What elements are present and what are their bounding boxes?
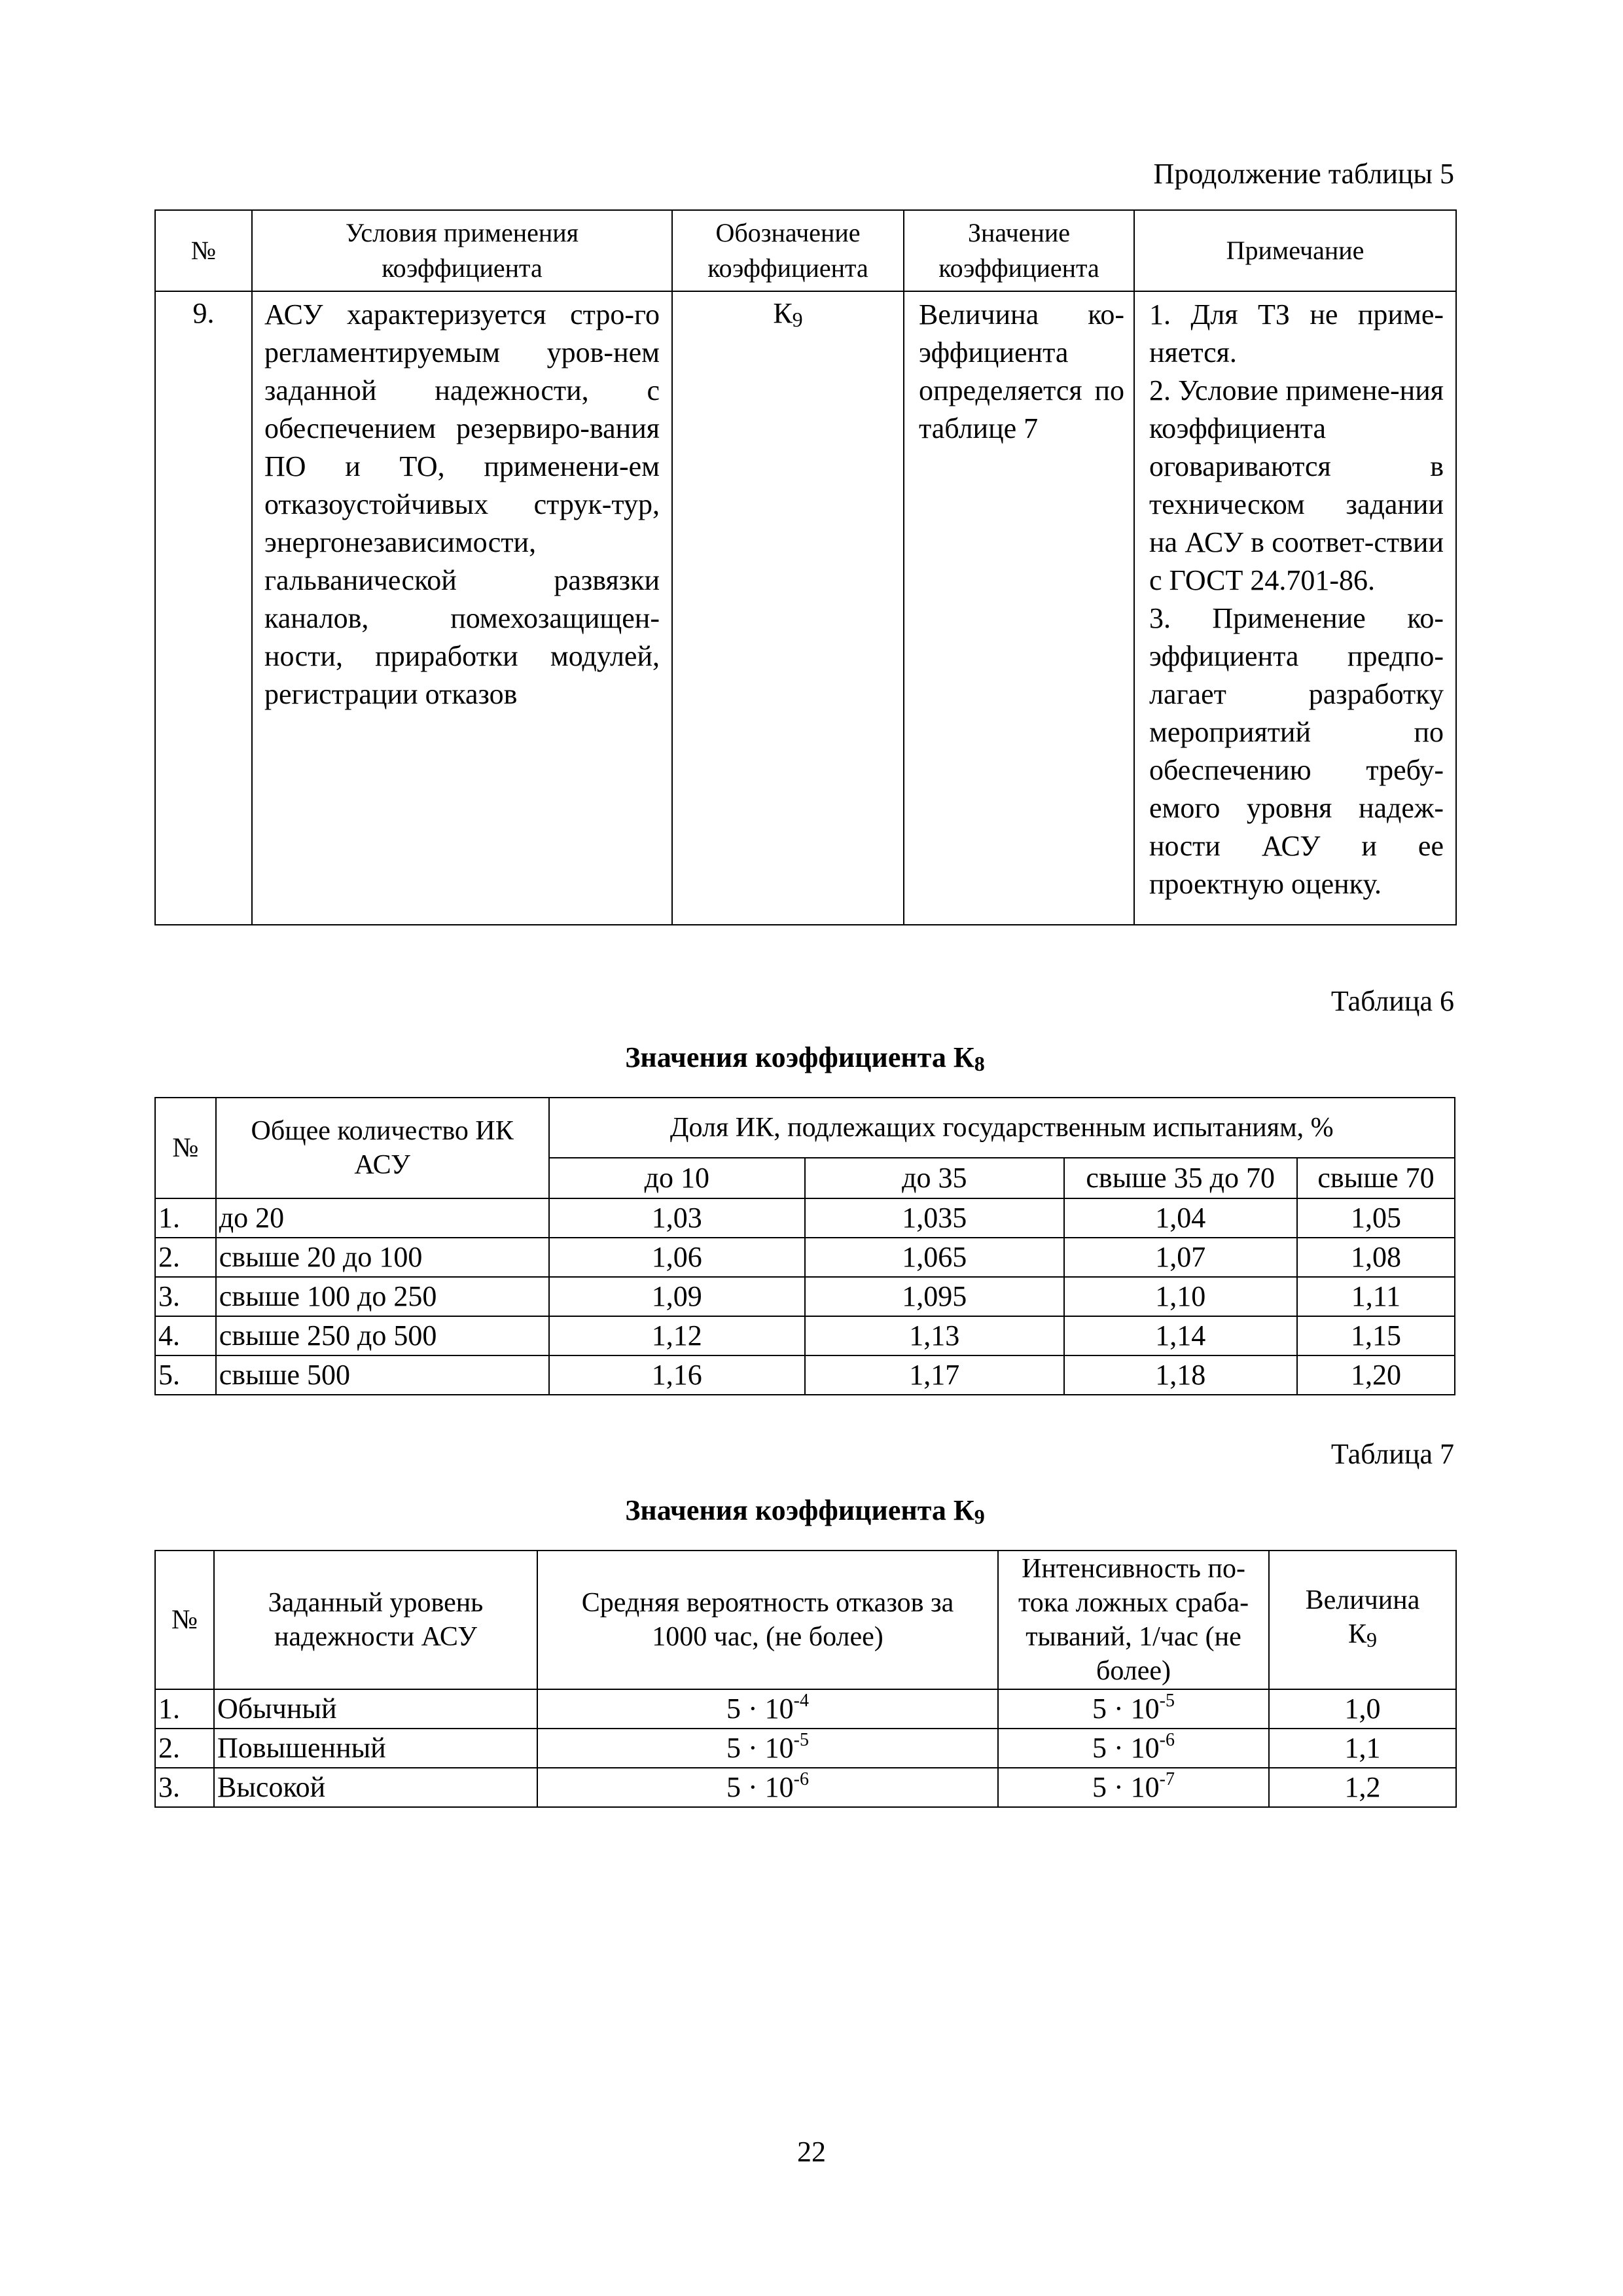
t5-row-designation [672, 291, 904, 925]
t7-cell-value: 1,0 [1269, 1689, 1456, 1729]
table-row [155, 1316, 1455, 1355]
t7-header-intensity: Интенсивность по-тока ложных сраба-тываний, 1/час (не более) [998, 1551, 1269, 1689]
table7 [154, 1550, 1457, 1808]
t7-cell-prob [537, 1768, 998, 1807]
table7-title-text: Значения коэффициента К [625, 1494, 974, 1526]
t7-prob-base: 5 · 10 [726, 1771, 794, 1803]
table-row [155, 1729, 1456, 1768]
t6-cell-value: 1,065 [805, 1238, 1064, 1277]
t7-header-no: № [155, 1551, 214, 1689]
table-row [155, 1198, 1455, 1238]
t6-cell-label: свыше 250 до 500 [216, 1316, 549, 1355]
page-number: 22 [797, 2136, 826, 2168]
t7-int-exp: -6 [1159, 1730, 1175, 1750]
table-row [155, 1768, 1456, 1807]
t7-cell-no: 2. [155, 1729, 214, 1768]
table-row [155, 1277, 1455, 1316]
t6-subheader: до 35 [805, 1158, 1064, 1198]
t6-cell-label: свыше 20 до 100 [216, 1238, 549, 1277]
table6-caption: Таблица 6 [1330, 985, 1454, 1017]
table7-title [154, 1494, 1455, 1529]
table6-title [154, 1041, 1455, 1076]
t7-header-level: Заданный уровень надежности АСУ [214, 1551, 537, 1689]
t6-cell-no: 3. [155, 1277, 216, 1316]
t6-cell-value: 1,18 [1064, 1355, 1297, 1395]
t6-cell-value: 1,07 [1064, 1238, 1297, 1277]
t6-cell-value: 1,08 [1297, 1238, 1455, 1277]
t5-row-value: Величина ко-эффициента определяется по таблице 7 [904, 291, 1134, 925]
t7-cell-level: Обычный [214, 1689, 537, 1729]
t7-prob-exp: -6 [793, 1769, 809, 1789]
t7-cell-value: 1,2 [1269, 1768, 1456, 1807]
table6 [154, 1097, 1455, 1395]
t7-cell-intensity [998, 1768, 1269, 1807]
table7-title-sub: 9 [974, 1505, 985, 1528]
t6-subheader: свыше 35 до 70 [1064, 1158, 1297, 1198]
t6-cell-value: 1,10 [1064, 1277, 1297, 1316]
t6-subheader: до 10 [549, 1158, 805, 1198]
t5-note-3: 3. Применение ко-эффициента предпо-лагает разработку мероприятий по обеспечению требу-емого уровня надеж-ности АСУ и ее проектную оценку. [1149, 602, 1444, 900]
t6-cell-no: 5. [155, 1355, 216, 1395]
t7-cell-no: 1. [155, 1689, 214, 1729]
t5-header-designation: Обозначение коэффициента [672, 210, 904, 291]
t5-header-condition: Условия применения коэффициента [252, 210, 672, 291]
t5-row-note [1134, 291, 1456, 925]
t6-cell-value: 1,11 [1297, 1277, 1455, 1316]
t7-int-base: 5 · 10 [1092, 1771, 1160, 1803]
t5-header-no: № [155, 210, 252, 291]
t7-cell-value: 1,1 [1269, 1729, 1456, 1768]
t6-cell-value: 1,15 [1297, 1316, 1455, 1355]
t5-header-note: Примечание [1134, 210, 1456, 291]
t7-header-value-base: Величина К [1305, 1585, 1420, 1649]
t6-subheader: свыше 70 [1297, 1158, 1455, 1198]
t7-cell-prob [537, 1729, 998, 1768]
t7-header-value-sub: 9 [1366, 1628, 1377, 1651]
t6-cell-value: 1,06 [549, 1238, 805, 1277]
t6-cell-no: 4. [155, 1316, 216, 1355]
t6-header-group: Доля ИК, подлежащих государственным испытаниям, % [549, 1098, 1455, 1158]
t7-int-exp: -7 [1159, 1769, 1175, 1789]
t5-row-no: 9. [155, 291, 252, 925]
t7-header-prob: Средняя вероятность отказов за 1000 час, (не более) [537, 1551, 998, 1689]
t6-cell-label: свыше 100 до 250 [216, 1277, 549, 1316]
t7-int-exp: -5 [1159, 1691, 1175, 1711]
t6-header-total: Общее количество ИК АСУ [216, 1098, 549, 1198]
t6-cell-value: 1,16 [549, 1355, 805, 1395]
t6-cell-value: 1,13 [805, 1316, 1064, 1355]
t5-header-value: Значение коэффициента [904, 210, 1134, 291]
t6-cell-value: 1,09 [549, 1277, 805, 1316]
t6-cell-value: 1,04 [1064, 1198, 1297, 1238]
t5-note-2: 2. Условие примене-ния коэффициента оговариваются в техническом задании на АСУ в соответ-ствии с ГОСТ 24.701-86. [1149, 374, 1444, 596]
t6-cell-no: 1. [155, 1198, 216, 1238]
t6-cell-value: 1,20 [1297, 1355, 1455, 1395]
t6-cell-value: 1,035 [805, 1198, 1064, 1238]
t7-cell-level: Повышенный [214, 1729, 537, 1768]
table5 [154, 209, 1457, 925]
t5-row-condition: АСУ характеризуется стро-го регламентируемым уров-нем заданной надежности, с обеспечением резервиро-вания ПО и ТО, применени-ем отказоустойчивых струк-тур, энергонезависимости, гальванической развязки каналов, помехозащищен-ности, приработки модулей, регистрации отказов [252, 291, 672, 925]
t7-prob-exp: -5 [793, 1730, 809, 1750]
t6-cell-label: свыше 500 [216, 1355, 549, 1395]
t6-cell-label: до 20 [216, 1198, 549, 1238]
table5-continuation-caption: Продолжение таблицы 5 [1153, 158, 1454, 190]
t7-prob-exp: -4 [793, 1691, 809, 1711]
t6-cell-value: 1,17 [805, 1355, 1064, 1395]
t6-cell-value: 1,095 [805, 1277, 1064, 1316]
table7-caption: Таблица 7 [1330, 1438, 1454, 1470]
table-row [155, 1689, 1456, 1729]
t5-designation-base: К [773, 297, 793, 329]
t7-int-base: 5 · 10 [1092, 1732, 1160, 1764]
t6-cell-value: 1,05 [1297, 1198, 1455, 1238]
t6-cell-no: 2. [155, 1238, 216, 1277]
table-row [155, 1238, 1455, 1277]
t7-cell-intensity [998, 1729, 1269, 1768]
t7-cell-intensity [998, 1689, 1269, 1729]
t5-note-1: 1. Для ТЗ не приме-няется. [1149, 298, 1444, 368]
t6-cell-value: 1,03 [549, 1198, 805, 1238]
t5-designation-sub: 9 [792, 308, 803, 331]
t6-cell-value: 1,14 [1064, 1316, 1297, 1355]
t7-prob-base: 5 · 10 [726, 1732, 794, 1764]
t7-header-value [1269, 1551, 1456, 1689]
t6-cell-value: 1,12 [549, 1316, 805, 1355]
t6-header-no: № [155, 1098, 216, 1198]
t7-prob-base: 5 · 10 [726, 1693, 794, 1725]
table6-title-text: Значения коэффициента К [625, 1041, 974, 1073]
t7-cell-no: 3. [155, 1768, 214, 1807]
table6-title-sub: 8 [974, 1052, 985, 1075]
t7-cell-level: Высокой [214, 1768, 537, 1807]
t7-int-base: 5 · 10 [1092, 1693, 1160, 1725]
t7-cell-prob [537, 1689, 998, 1729]
table-row [155, 1355, 1455, 1395]
